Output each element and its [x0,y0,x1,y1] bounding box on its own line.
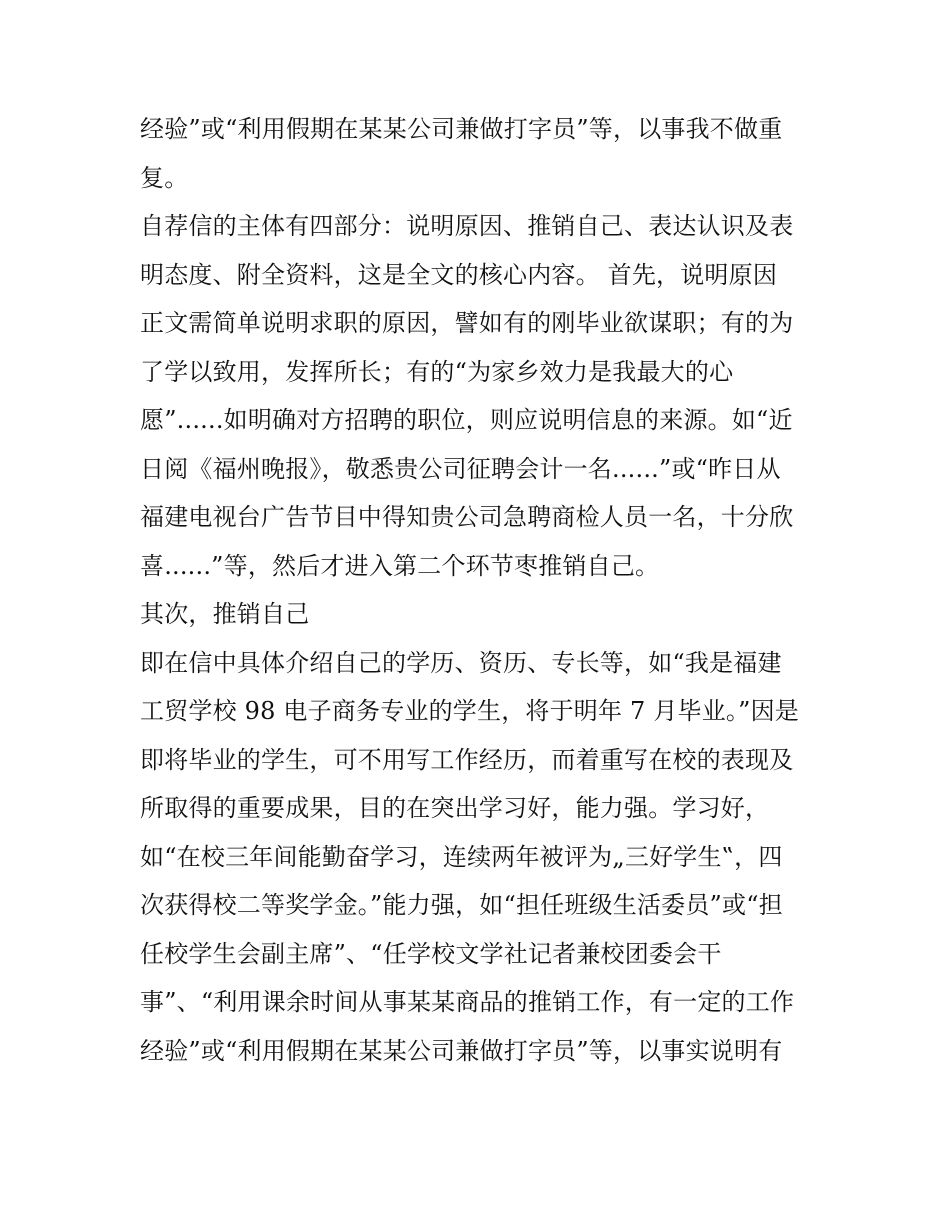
text-line: 日阅《福州晚报》，敬悉贵公司征聘会计一名......”或“昨日从 [140,454,781,483]
text-line: 如“在校三年间能勤奋学习，连续两年被评为„三好学生‟，四 [140,842,783,871]
text-line: 事”、“利用课余时间从事某某商品的推销工作，有一定的工作 [140,988,795,1016]
text-line: 喜......”等，然后才进入第二个环节枣推销自己。 [140,551,660,580]
text-line: 自荐信的主体有四部分：说明原因、推销自己、表达认识及表 [140,212,794,240]
text-line: 经验”或“利用假期在某某公司兼做打字员”等，以事实说明有 [140,1036,783,1065]
text-line: 明态度、附全资料，这是全文的核心内容。 首先，说明原因 [140,260,778,289]
text-line: 经验”或“利用假期在某某公司兼做打字员”等，以事我不做重 [140,115,783,143]
text-line: 即将毕业的学生，可不用写工作经历，而着重写在校的表现及 [140,745,794,774]
text-line: 任校学生会副主席”、“任学校文学社记者兼校团委会干 [140,939,722,968]
text-line: 所取得的重要成果，目的在突出学习好，能力强。学习好， [140,794,770,822]
text-line: 即在信中具体介绍自己的学历、资历、专长等，如“我是福建 [140,648,782,677]
section-heading: 其次，推销自己 [140,600,310,628]
text-line: 愿”......如明确对方招聘的职位，则应说明信息的来源。如“近 [140,406,793,434]
text-line: 工贸学校 98 电子商务专业的学生，将于明年 7 月毕业。”因是 [140,697,799,725]
text-line: 次获得校二等奖学金。”能力强，如“担任班级生活委员”或“担 [140,891,783,919]
text-line: 复。 [140,163,189,192]
body-text [140,105,840,1075]
text-line: 了学以致用，发挥所长；有的“为家乡效力是我最大的心 [140,357,734,386]
text-line: 正文需简单说明求职的原因，譬如有的刚毕业欲谋职；有的为 [140,309,794,337]
text-line: 福建电视台广告节目中得知贵公司急聘商检人员一名，十分欣 [140,503,794,531]
